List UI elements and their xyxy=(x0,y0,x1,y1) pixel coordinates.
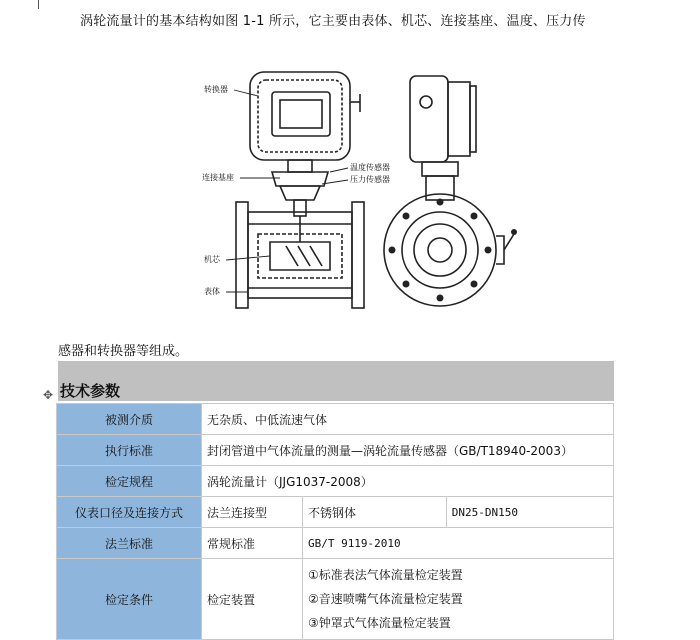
heading-shading xyxy=(58,361,614,401)
regulation-label: 检定规程 xyxy=(57,466,202,497)
regulation-value: 涡轮流量计（JJG1037-2008） xyxy=(202,466,614,497)
label-temp-sensor: 温度传感器 xyxy=(350,163,390,172)
spec-table xyxy=(56,403,614,640)
section-heading: 技术参数 xyxy=(60,382,121,400)
table-row xyxy=(57,435,614,466)
table-move-handle-icon[interactable]: ✥ xyxy=(42,388,54,402)
label-base: 连接基座 xyxy=(202,173,234,182)
calib-label: 检定条件 xyxy=(57,559,202,640)
label-body: 表体 xyxy=(204,287,220,296)
list-item: ②音速喷嘴气体流量检定装置 xyxy=(307,592,463,606)
table-row xyxy=(57,528,614,559)
flowmeter-structure-figure xyxy=(200,66,520,316)
caliber-connection: 法兰连接型 xyxy=(202,497,303,528)
continuation-paragraph: 感器和转换器等组成。 xyxy=(58,344,189,359)
label-core: 机芯 xyxy=(204,255,220,264)
list-item: ①标准表法气体流量检定装置 xyxy=(307,568,463,582)
calib-device: 检定装置 xyxy=(202,559,303,640)
label-pressure-sensor: 压力传感器 xyxy=(350,175,390,184)
table-row xyxy=(57,559,614,640)
calib-items xyxy=(302,559,613,640)
caliber-label: 仪表口径及连接方式 xyxy=(57,497,202,528)
standard-label: 执行标准 xyxy=(57,435,202,466)
flange-label: 法兰标准 xyxy=(57,528,202,559)
table-row xyxy=(57,466,614,497)
flange-value: GB/T 9119-2010 xyxy=(302,528,613,559)
list-item: ③钟罩式气体流量检定装置 xyxy=(307,616,451,630)
table-row xyxy=(57,404,614,435)
caliber-material: 不锈钢体 xyxy=(302,497,446,528)
flange-type: 常规标准 xyxy=(202,528,303,559)
table-row xyxy=(57,497,614,528)
standard-value: 封闭管道中气体流量的测量—涡轮流量传感器（GB/T18940-2003） xyxy=(202,435,614,466)
label-converter: 转换器 xyxy=(204,85,228,94)
caliber-range: DN25-DN150 xyxy=(446,497,613,528)
medium-label: 被测介质 xyxy=(57,404,202,435)
text-cursor xyxy=(38,0,39,9)
medium-value: 无杂质、中低流速气体 xyxy=(202,404,614,435)
intro-paragraph: 涡轮流量计的基本结构如图 1-1 所示，它主要由表体、机芯、连接基座、温度、压力传 xyxy=(80,14,586,29)
